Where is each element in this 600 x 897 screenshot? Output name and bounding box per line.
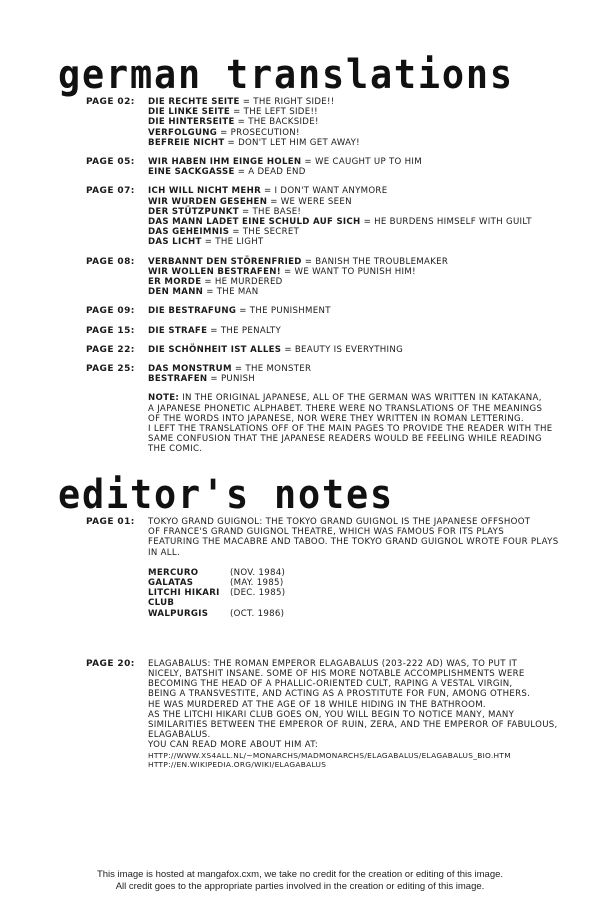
note-label: NOTE: (148, 393, 180, 404)
note-text: IN THE ORIGINAL JAPANESE, ALL OF THE GERMAN WAS WRITTEN IN KATAKANA, (179, 393, 542, 404)
translation-lines (148, 157, 578, 177)
page-number: PAGE 01: (86, 517, 135, 527)
translation-line (148, 128, 578, 138)
editor-note-text (148, 517, 578, 627)
note-line (148, 424, 578, 434)
german-phrase: DAS GEHEIMNIS (148, 227, 230, 238)
translation-line (148, 107, 578, 117)
translation-line (148, 197, 578, 207)
translation-line (148, 237, 578, 247)
note-line: HE WAS MURDERED AT THE AGE OF 18 WHILE HIDING IN THE BATHROOM. (148, 699, 486, 710)
english-translation: = I DON'T WANT ANYMORE (260, 186, 388, 197)
play-title: WALPURGIS (148, 608, 209, 619)
english-translation: = BEAUTY IS EVERYTHING (281, 344, 404, 355)
note-text: THE COMIC. (148, 444, 203, 455)
translation-entry (86, 326, 578, 336)
translation-line (148, 257, 578, 267)
play-item (148, 588, 578, 608)
german-phrase: ER MORDE (148, 277, 202, 288)
german-translations-section (86, 97, 578, 455)
play-item (148, 609, 578, 619)
note-line: TOKYO GRAND GUIGNOL: THE TOKYO GRAND GUIGNOL IS THE JAPANESE OFFSHOOT (148, 517, 531, 527)
page-number: PAGE 22: (86, 344, 135, 355)
editor-entry-page-20 (86, 659, 578, 769)
english-translation: = DON'T LET HIM GET AWAY! (224, 137, 360, 148)
german-phrase: DIE HINTERSEITE (148, 117, 235, 128)
translation-lines (148, 306, 578, 316)
german-phrase: DIE BESTRAFUNG (148, 306, 237, 317)
english-translation: = WE CAUGHT UP TO HIM (301, 157, 422, 168)
english-translation: = HE BURDENS HIMSELF WITH GUILT (360, 217, 532, 228)
translation-lines (148, 257, 578, 298)
note-line (148, 444, 578, 454)
play-date: (MAY. 1985) (230, 578, 284, 589)
page-number: PAGE 25: (86, 364, 135, 375)
note-line: OF FRANCE'S GRAND GUIGNOL THEATRE, WHICH WAS FAMOUS FOR ITS PLAYS (148, 527, 504, 538)
translation-line (148, 217, 578, 227)
note-line (148, 434, 578, 444)
play-title: LITCHI HIKARI CLUB (148, 588, 220, 609)
footer-disclaimer-line-1: This image is hosted at mangafox.cxm, we take no credit for the creation or editing of this image. (96, 869, 504, 880)
page-number: PAGE 20: (86, 658, 135, 669)
note-line: BECOMING THE HEAD OF A PHALLIC-ORIENTED CULT, RAPING A VESTAL VIRGIN, (148, 679, 513, 690)
translation-lines (148, 326, 578, 336)
reference-link[interactable]: HTTP://WWW.XS4ALL.NL/~MONARCHS/MADMONARCHS/ELAGABALUS/ELAGABALUS_BIO.HTM (148, 750, 511, 760)
translation-line (148, 345, 578, 355)
translation-line (148, 364, 578, 374)
german-translations-heading: german translations (58, 52, 514, 98)
english-translation: = BANISH THE TROUBLEMAKER (301, 256, 449, 267)
translation-line (148, 326, 578, 336)
english-translation: = THE SECRET (229, 227, 300, 238)
note-text: A JAPANESE PHONETIC ALPHABET. THERE WERE NO TRANSLATIONS OF THE MEANINGS (148, 403, 543, 414)
translation-lines (148, 345, 578, 355)
translation-line (148, 167, 578, 177)
page-number: PAGE 07: (86, 186, 135, 197)
english-translation: = THE BASE! (238, 206, 302, 217)
editor-entry-page-01 (86, 517, 578, 627)
translation-lines (148, 186, 578, 247)
german-phrase: DIE RECHTE SEITE (148, 97, 240, 107)
english-translation: = THE PUNISHMENT (236, 306, 331, 317)
german-phrase: DEN MANN (148, 287, 204, 298)
german-phrase: WIR WOLLEN BESTRAFEN! (148, 266, 281, 277)
translation-line (148, 207, 578, 217)
note-line (148, 393, 578, 403)
translation-entry (86, 186, 578, 247)
german-phrase: DAS MANN LADET EINE SCHULD AUF SICH (148, 217, 361, 228)
translation-entry (86, 257, 578, 298)
english-translation: = THE MAN (203, 287, 259, 298)
reference-link[interactable]: HTTP://EN.WIKIPEDIA.ORG/WIKI/ELAGABALUS (148, 759, 327, 769)
german-phrase: VERFOLGUNG (148, 127, 218, 138)
translation-lines (148, 364, 578, 384)
note-line: NICELY, BATSHIT INSANE. SOME OF HIS MORE NOTABLE ACCOMPLISHMENTS WERE (148, 669, 525, 680)
translation-lines (148, 97, 578, 148)
note-line: BEING A TRANSVESTITE, AND ACTING AS A PROSTITUTE FOR FUN, AMONG OTHERS. (148, 689, 531, 700)
german-phrase: WIR WURDEN GESEHEN (148, 196, 268, 207)
translation-line (148, 306, 578, 316)
play-item (148, 578, 578, 588)
translation-entry (86, 345, 578, 355)
note-line (148, 414, 578, 424)
translation-line (148, 117, 578, 127)
german-phrase: EINE SACKGASSE (148, 167, 235, 178)
translator-note (148, 393, 578, 454)
english-translation: = PUNISH (207, 374, 256, 385)
plays-list (148, 568, 578, 619)
play-item (148, 568, 578, 578)
page-number: PAGE 15: (86, 325, 135, 336)
page-number: PAGE 09: (86, 306, 135, 317)
translation-line (148, 157, 578, 167)
translation-entry (86, 157, 578, 177)
german-phrase: BEFREIE NICHT (148, 137, 225, 148)
translation-entry (86, 364, 578, 384)
play-date: (OCT. 1986) (230, 608, 285, 619)
note-text: I LEFT THE TRANSLATIONS OFF OF THE MAIN PAGES TO PROVIDE THE READER WITH THE (148, 424, 553, 435)
editor-note-text (148, 659, 578, 769)
note-line: SIMILARITIES BETWEEN THE EMPEROR OF RUIN, ZERA, AND THE EMPEROR OF FABULOUS, (148, 720, 558, 731)
page-number: PAGE 08: (86, 256, 135, 267)
english-translation: = THE MONSTER (231, 364, 312, 375)
note-text: SAME CONFUSION THAT THE JAPANESE READERS WOULD BE FEELING WHILE READING (148, 434, 542, 445)
translation-line (148, 138, 578, 148)
note-line: IN ALL. (148, 547, 180, 558)
footer-disclaimer-line-2: All credit goes to the appropriate parties involved in the creation or editing of this image. (115, 881, 485, 892)
translation-line (148, 267, 578, 277)
translation-entry (86, 306, 578, 316)
translation-line (148, 97, 578, 107)
english-translation: = THE LIGHT (201, 237, 264, 248)
note-text: OF THE WORDS INTO JAPANESE, NOR WERE THEY WRITTEN IN ROMAN LETTERING. (148, 413, 524, 424)
german-phrase: ICH WILL NICHT MEHR (148, 186, 261, 197)
page-number: PAGE 02: (86, 97, 135, 107)
german-phrase: VERBANNT DEN STÖRENFRIED (148, 256, 302, 267)
play-date: (DEC. 1985) (230, 588, 286, 599)
german-phrase: DIE STRAFE (148, 325, 208, 336)
english-translation: = THE RIGHT SIDE!! (239, 97, 335, 107)
german-phrase: BESTRAFEN (148, 374, 208, 385)
english-translation: = THE BACKSIDE! (234, 117, 319, 128)
translation-line (148, 374, 578, 384)
translation-line (148, 287, 578, 297)
play-date: (NOV. 1984) (230, 567, 286, 578)
english-translation: = WE WANT TO PUNISH HIM! (280, 266, 416, 277)
english-translation: = THE LEFT SIDE!! (230, 107, 318, 118)
german-phrase: DAS MONSTRUM (148, 364, 232, 375)
german-phrase: DIE SCHÖNHEIT IST ALLES (148, 344, 282, 355)
note-line: ELAGABALUS. (148, 730, 211, 741)
english-translation: = A DEAD END (234, 167, 306, 178)
play-title: GALATAS (148, 578, 194, 589)
german-phrase: DIE LINKE SEITE (148, 107, 231, 118)
english-translation: = THE PENALTY (207, 325, 282, 336)
note-line (148, 404, 578, 414)
note-line: ELAGABALUS: THE ROMAN EMPEROR ELAGABALUS (203-222 AD) WAS, TO PUT IT (148, 658, 518, 669)
translation-line (148, 227, 578, 237)
note-line: YOU CAN READ MORE ABOUT HIM AT: (148, 740, 319, 751)
play-title: MERCURO (148, 567, 199, 578)
english-translation: = PROSECUTION! (217, 127, 300, 138)
german-phrase: WIR HABEN IHM EINGE HOLEN (148, 157, 302, 168)
german-phrase: DER STÜTZPUNKT (148, 206, 239, 217)
english-translation: = HE MURDERED (201, 277, 283, 288)
note-line: AS THE LITCHI HIKARI CLUB GOES ON, YOU WILL BEGIN TO NOTICE MANY, MANY (148, 709, 515, 720)
page-number: PAGE 05: (86, 157, 135, 168)
translation-line (148, 277, 578, 287)
german-phrase: DAS LICHT (148, 237, 202, 248)
editors-notes-section (86, 517, 578, 778)
translation-line (148, 186, 578, 196)
translation-entry (86, 97, 578, 148)
note-line: FEATURING THE MACABRE AND TABOO. THE TOKYO GRAND GUIGNOL WROTE FOUR PLAYS (148, 537, 559, 548)
editors-notes-heading: editor's notes (58, 472, 394, 518)
english-translation: = WE WERE SEEN (267, 196, 352, 207)
